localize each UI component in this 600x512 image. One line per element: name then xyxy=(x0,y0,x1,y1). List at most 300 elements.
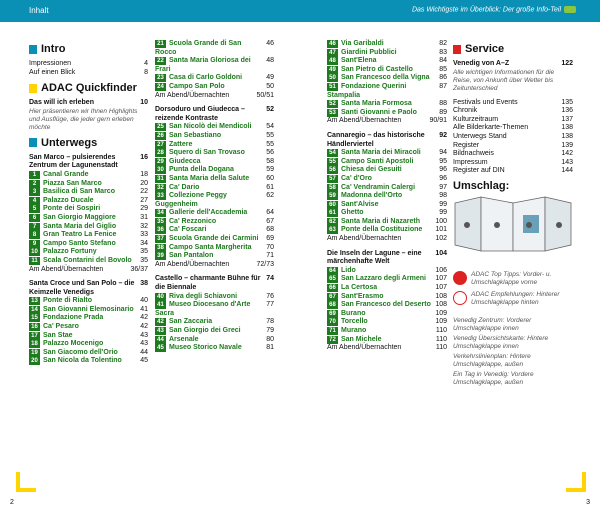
poi-entry[interactable] xyxy=(29,231,148,240)
poi-number: 60 xyxy=(327,201,338,209)
poi-number: 29 xyxy=(155,158,166,166)
poi-number: 58 xyxy=(327,184,338,192)
entry-label: Campo Santo Stefano xyxy=(43,239,116,247)
poi-number: 4 xyxy=(29,197,40,205)
poi-entry[interactable] xyxy=(327,175,447,184)
entry-label: Alle Bilderkarte-Themen xyxy=(453,124,529,132)
quick-note: Hier präsentieren wir Ihnen Highlights und Ausflüge, die jeder gern erleben möchte xyxy=(29,107,138,131)
poi-entry[interactable] xyxy=(155,132,274,141)
entry-page: 109 xyxy=(435,318,447,326)
poi-entry[interactable] xyxy=(155,209,274,218)
entry-page: 108 xyxy=(435,301,447,309)
poi-entry[interactable] xyxy=(29,323,148,332)
poi-entry[interactable] xyxy=(155,74,274,83)
entry-page: 80 xyxy=(266,335,274,343)
poi-entry[interactable] xyxy=(29,314,148,323)
entry-page: 34 xyxy=(140,239,148,247)
poi-number: 42 xyxy=(155,318,166,326)
poi-number: 61 xyxy=(327,209,338,217)
folder-diagram-svg xyxy=(453,195,573,257)
poi-number: 6 xyxy=(29,214,40,222)
entry-label: La Certosa xyxy=(341,284,378,292)
poi-entry[interactable] xyxy=(155,235,274,244)
entry-label: Canal Grande xyxy=(43,170,89,178)
entry-label: Impressum xyxy=(453,158,488,166)
evening-row[interactable]: Am Abend/Übernachten 72/73 xyxy=(155,260,274,268)
entry-page: 44 xyxy=(140,348,148,356)
poi-entry[interactable] xyxy=(155,327,274,336)
square-icon xyxy=(29,84,37,93)
evening-row[interactable]: Am Abend/Übernachten 50/51 xyxy=(155,91,274,99)
entry-label: Giardini Pubblici xyxy=(341,48,397,56)
entry-label: Arsenale xyxy=(169,335,199,343)
poi-entry[interactable] xyxy=(29,340,148,349)
poi-number: 66 xyxy=(327,284,338,292)
entry-label: Sant'Elena xyxy=(341,57,377,65)
poi-number: 45 xyxy=(155,344,166,352)
poi-number: 33 xyxy=(155,192,166,200)
toc-entry[interactable] xyxy=(453,116,573,125)
entry-page: 4 xyxy=(144,60,148,67)
entry-page: 83 xyxy=(439,48,447,56)
entry-page: 96 xyxy=(439,174,447,182)
poi-number: 44 xyxy=(155,336,166,344)
poi-number: 43 xyxy=(155,327,166,335)
entry-label: Chronik xyxy=(453,107,478,115)
entry-page: 109 xyxy=(435,309,447,317)
toc-entry[interactable] xyxy=(453,150,573,159)
toc-entry[interactable] xyxy=(453,124,573,133)
entry-page: 70 xyxy=(266,243,274,251)
poi-number: 16 xyxy=(29,323,40,331)
entry-label: Kulturzeitraum xyxy=(453,115,499,123)
entry-page: 40 xyxy=(140,297,148,305)
poi-number: 48 xyxy=(327,57,338,65)
poi-entry[interactable] xyxy=(327,49,447,58)
entry-label: San Pietro di Castello xyxy=(341,65,413,73)
poi-entry[interactable] xyxy=(327,275,447,284)
poi-entry[interactable] xyxy=(155,344,274,353)
poi-entry[interactable] xyxy=(327,336,447,345)
entry-label: San Francesco del Deserto xyxy=(341,301,431,309)
entry-label: San Pantalon xyxy=(169,252,214,260)
entry-label: Lido xyxy=(341,266,356,274)
section-title: Santa Croce und San Polo – die Keimzelle Venedigs 38 xyxy=(29,280,148,296)
entry-page: 87 xyxy=(439,82,447,90)
poi-number: 53 xyxy=(327,109,338,117)
poi-number: 15 xyxy=(29,314,40,322)
entry-page: 64 xyxy=(266,209,274,217)
entry-label: Campo San Polo xyxy=(169,82,225,90)
entry-page: 33 xyxy=(140,231,148,239)
entry-label: San Lazzaro degli Armeni xyxy=(341,275,426,283)
column-3 xyxy=(327,40,447,353)
entry-label: Scala Contarini del Bovolo xyxy=(43,256,132,264)
poi-number: 18 xyxy=(29,340,40,348)
poi-number: 3 xyxy=(29,188,40,196)
entry-page: 68 xyxy=(266,226,274,234)
poi-entry[interactable] xyxy=(29,180,148,189)
poi-entry[interactable] xyxy=(327,327,447,336)
poi-entry[interactable] xyxy=(155,123,274,132)
entry-page: 27 xyxy=(140,196,148,204)
poi-number: 30 xyxy=(155,166,166,174)
poi-entry[interactable] xyxy=(327,149,447,158)
poi-entry[interactable] xyxy=(155,57,274,74)
poi-number: 22 xyxy=(155,57,166,65)
poi-entry[interactable] xyxy=(155,141,274,150)
entry-page: 69 xyxy=(266,235,274,243)
entry-label: Ca' d'Oro xyxy=(341,174,372,182)
poi-entry[interactable] xyxy=(327,293,447,302)
entry-label: Register auf DIN xyxy=(453,167,505,175)
square-icon xyxy=(29,45,37,54)
poi-number: 41 xyxy=(155,301,166,309)
entry-label: Santa Maria del Giglio xyxy=(43,222,117,230)
entry-page: 43 xyxy=(140,340,148,348)
entry-page: 99 xyxy=(439,200,447,208)
entry-page: 142 xyxy=(561,150,573,158)
poi-number: 19 xyxy=(29,349,40,357)
poi-entry[interactable] xyxy=(327,318,447,327)
poi-entry[interactable] xyxy=(327,83,447,100)
entry-page: 85 xyxy=(439,65,447,73)
entry-page: 137 xyxy=(561,115,573,123)
entry-label: Burano xyxy=(341,309,366,317)
entry-page: 97 xyxy=(439,183,447,191)
poi-entry[interactable] xyxy=(327,66,447,75)
entry-page: 82 xyxy=(439,40,447,47)
poi-number: 1 xyxy=(29,171,40,179)
toc-entry[interactable] xyxy=(453,107,573,116)
entry-page: 94 xyxy=(439,149,447,157)
poi-entry[interactable] xyxy=(29,214,148,223)
poi-entry[interactable] xyxy=(29,357,148,366)
poi-number: 31 xyxy=(155,175,166,183)
poi-entry[interactable] xyxy=(155,184,274,193)
poi-entry[interactable] xyxy=(327,201,447,210)
folder-diagram xyxy=(453,195,573,257)
poi-entry[interactable] xyxy=(155,192,274,209)
poi-number: 35 xyxy=(155,218,166,226)
poi-number: 27 xyxy=(155,141,166,149)
poi-number: 20 xyxy=(29,357,40,365)
poi-entry[interactable] xyxy=(327,184,447,193)
entry-label: Palazzo Ducale xyxy=(43,196,94,204)
entry-label: San Giovanni Elemosinario xyxy=(43,305,134,313)
entry-page: 108 xyxy=(435,292,447,300)
poi-number: 62 xyxy=(327,218,338,226)
poi-entry[interactable] xyxy=(327,166,447,175)
poi-entry[interactable] xyxy=(155,318,274,327)
entry-page: 95 xyxy=(439,157,447,165)
poi-number: 52 xyxy=(327,100,338,108)
square-icon xyxy=(453,45,461,54)
entry-page: 107 xyxy=(435,275,447,283)
entry-label: San Nicola da Tolentino xyxy=(43,357,122,365)
poi-number: 67 xyxy=(327,293,338,301)
poi-entry[interactable] xyxy=(29,171,148,180)
toc-entry[interactable] xyxy=(453,159,573,168)
poi-entry[interactable] xyxy=(327,301,447,310)
poi-number: 8 xyxy=(29,231,40,239)
poi-number: 68 xyxy=(327,301,338,309)
section-title: Castello – charmante Bühne für die Biennale 74 xyxy=(155,275,274,292)
evening-row[interactable]: Am Abend/Übernachten 36/37 xyxy=(29,265,148,273)
entry-label: San Nicolò dei Mendicoli xyxy=(169,123,252,131)
entry-label: Ghetto xyxy=(341,209,364,217)
entry-page: 61 xyxy=(266,183,274,191)
poi-number: 64 xyxy=(327,267,338,275)
legend-entry: ADAC Empfehlungen: Hinterer Umschlagklappe hinten xyxy=(453,291,573,307)
poi-number: 56 xyxy=(327,166,338,174)
entry-page: 77 xyxy=(266,301,274,309)
poi-entry[interactable] xyxy=(327,209,447,218)
entry-page: 46 xyxy=(266,40,274,47)
poi-number: 40 xyxy=(155,293,166,301)
entry-page: 100 xyxy=(435,217,447,225)
poi-number: 11 xyxy=(29,257,40,265)
entry-label: Sant'Erasmo xyxy=(341,292,384,300)
poi-number: 63 xyxy=(327,226,338,234)
header-right: Das Wichtigste im Überblick: Der große Info-Teil xyxy=(412,6,576,13)
evening-row[interactable]: Am Abend/Übernachten 102 xyxy=(327,235,447,243)
poi-entry[interactable] xyxy=(327,40,447,49)
poi-number: 32 xyxy=(155,184,166,192)
entry-label: San Giorgio Maggiore xyxy=(43,213,116,221)
poi-entry[interactable] xyxy=(155,244,274,253)
poi-number: 71 xyxy=(327,327,338,335)
entry-label: Museo Storico Navale xyxy=(169,344,242,352)
entry-page: 89 xyxy=(439,108,447,116)
entry-page: 50 xyxy=(266,82,274,90)
poi-entry[interactable] xyxy=(327,100,447,109)
poi-number: 21 xyxy=(155,40,166,48)
poi-number: 7 xyxy=(29,223,40,231)
entry-page: 86 xyxy=(439,74,447,82)
poi-entry[interactable] xyxy=(155,218,274,227)
header-bar xyxy=(0,0,600,22)
poi-entry[interactable] xyxy=(155,336,274,345)
toc-entry[interactable] xyxy=(453,133,573,142)
poi-entry[interactable] xyxy=(155,252,274,261)
page-number-left: 2 xyxy=(10,499,14,506)
entry-label: San Giorgio dei Greci xyxy=(169,327,241,334)
poi-entry[interactable] xyxy=(155,40,274,57)
poi-entry[interactable] xyxy=(327,226,447,235)
service-note: Alle wichtigen Informationen für die Reise, von Ankunft über Wetter bis Zeitunterschied xyxy=(453,68,555,92)
poi-number: 17 xyxy=(29,332,40,340)
entry-label: Via Garibaldi xyxy=(341,40,384,47)
entry-label: San Zaccaria xyxy=(169,318,213,326)
entry-page: 42 xyxy=(140,314,148,322)
entry-page: 62 xyxy=(266,192,274,200)
poi-number: 39 xyxy=(155,252,166,260)
poi-entry[interactable] xyxy=(327,192,447,201)
poi-entry[interactable] xyxy=(155,175,274,184)
poi-entry[interactable] xyxy=(327,57,447,66)
entry-page: 8 xyxy=(144,68,148,76)
column-2 xyxy=(155,40,274,353)
evening-row[interactable]: Am Abend/Übernachten 110 xyxy=(327,344,447,352)
poi-entry[interactable] xyxy=(155,301,274,318)
entry-page: 144 xyxy=(561,167,573,175)
entry-label: Squero di San Trovaso xyxy=(169,149,245,157)
toc-entry[interactable] xyxy=(453,167,573,176)
entry-page: 79 xyxy=(266,327,274,334)
poi-number: 65 xyxy=(327,275,338,283)
poi-entry[interactable] xyxy=(327,310,447,319)
poi-entry[interactable] xyxy=(155,158,274,167)
entry-page: 84 xyxy=(439,57,447,65)
entry-label: Casa di Carlo Goldoni xyxy=(169,74,243,82)
poi-number: 54 xyxy=(327,149,338,157)
entry-label: San Francesco della Vigna xyxy=(341,74,430,82)
entry-page: 49 xyxy=(266,74,274,82)
entry-label: Ca' Pesaro xyxy=(43,323,79,331)
header-left: Inhalt xyxy=(29,6,49,15)
poi-number: 2 xyxy=(29,180,40,188)
poi-entry[interactable] xyxy=(29,332,148,341)
entry-label: Register xyxy=(453,141,480,149)
quick-sub[interactable]: Das will ich erleben 10 xyxy=(29,99,148,107)
poi-entry[interactable] xyxy=(155,149,274,158)
entry-label: Museo Diocesano d'Arte Sacra xyxy=(155,301,251,317)
entry-label: Ca' Rezzonico xyxy=(169,217,217,225)
section-title: Dorsoduro und Giudecca – reizende Kontraste 52 xyxy=(155,106,274,122)
poi-entry[interactable] xyxy=(155,226,274,235)
section-title: San Marco – pulsierendes Zentrum der Lagunenstadt 16 xyxy=(29,153,148,170)
poi-entry[interactable] xyxy=(29,248,148,257)
map-entry: Verkehrslinienplan: Hintere Umschlagklappe, außen xyxy=(453,352,531,368)
toc-entry[interactable] xyxy=(453,142,573,151)
entry-page: 43 xyxy=(140,331,148,339)
poi-number: 59 xyxy=(327,192,338,200)
entry-label: Chiesa dei Gesuiti xyxy=(341,166,402,174)
poi-entry[interactable] xyxy=(155,83,274,92)
entry-page: 136 xyxy=(561,107,573,115)
poi-entry[interactable] xyxy=(29,349,148,358)
poi-entry[interactable] xyxy=(29,188,148,197)
entry-page: 143 xyxy=(561,158,573,166)
toc-entry[interactable] xyxy=(29,69,148,78)
entry-label: Ca' Vendramin Calergi xyxy=(341,183,416,191)
entry-page: 99 xyxy=(439,209,447,217)
poi-number: 47 xyxy=(327,49,338,57)
entry-page: 56 xyxy=(266,149,274,157)
poi-number: 69 xyxy=(327,310,338,318)
entry-page: 20 xyxy=(140,179,148,187)
toc-entry[interactable] xyxy=(453,99,573,108)
evening-row[interactable]: Am Abend/Übernachten 90/91 xyxy=(327,117,447,125)
poi-entry[interactable] xyxy=(29,306,148,315)
section-title: Cannaregio – das historische Händlerviertel 92 xyxy=(327,131,447,148)
entry-page: 81 xyxy=(266,344,274,352)
entry-label: San Stae xyxy=(43,331,73,339)
entry-page: 35 xyxy=(140,256,148,264)
entry-page: 54 xyxy=(266,123,274,131)
poi-number: 70 xyxy=(327,318,338,326)
service-sub[interactable]: Venedig von A–Z 122 xyxy=(453,60,573,67)
poi-number: 46 xyxy=(327,40,338,48)
entry-page: 41 xyxy=(140,305,148,313)
poi-number: 25 xyxy=(155,123,166,131)
entry-page: 18 xyxy=(140,170,148,178)
entry-page: 135 xyxy=(561,98,573,106)
entry-page: 110 xyxy=(435,327,447,334)
map-entry: Ein Tag in Venedig: Vordere Umschlagklappe, außen xyxy=(453,370,534,386)
entry-page: 88 xyxy=(439,100,447,108)
poi-entry[interactable] xyxy=(155,293,274,302)
poi-number: 9 xyxy=(29,240,40,248)
poi-entry[interactable] xyxy=(327,267,447,276)
poi-entry[interactable] xyxy=(327,158,447,167)
toc-entry[interactable] xyxy=(29,60,148,69)
poi-number: 57 xyxy=(327,175,338,183)
poi-number: 38 xyxy=(155,244,166,252)
entry-page: 138 xyxy=(561,124,573,132)
entry-page: 67 xyxy=(266,217,274,225)
poi-entry[interactable] xyxy=(29,205,148,214)
entry-label: Ponte dei Sospiri xyxy=(43,205,101,213)
entry-label: Murano xyxy=(341,327,367,334)
entry-page: 60 xyxy=(266,174,274,182)
entry-label: Impressionen xyxy=(29,60,72,67)
entry-label: Santa Maria Gloriosa dei Frari xyxy=(155,57,251,73)
entry-label: San Michele xyxy=(341,335,382,343)
entry-label: Ca' Foscari xyxy=(169,226,207,234)
poi-entry[interactable] xyxy=(327,284,447,293)
poi-number: 51 xyxy=(327,83,338,91)
entry-label: Santa Maria della Salute xyxy=(169,174,250,182)
poi-entry[interactable] xyxy=(155,166,274,175)
entry-label: Bildnachweis xyxy=(453,150,494,158)
quickfinder-heading: ADAC Quickfinder xyxy=(29,81,148,95)
entry-page: 35 xyxy=(140,248,148,256)
poi-number: 28 xyxy=(155,149,166,157)
section-title: Die Inseln der Lagune – eine märchenhafte Welt 104 xyxy=(327,249,447,266)
poi-entry[interactable] xyxy=(327,218,447,227)
service-heading: Service xyxy=(453,42,573,56)
entry-label: San Giacomo dell'Orio xyxy=(43,348,118,356)
poi-entry[interactable] xyxy=(29,297,148,306)
entry-label: Fondazione Prada xyxy=(43,314,104,322)
recommendation-icon xyxy=(453,291,467,305)
entry-page: 42 xyxy=(140,323,148,331)
poi-number: 55 xyxy=(327,158,338,166)
poi-entry[interactable] xyxy=(29,257,148,266)
entry-label: Torcello xyxy=(341,318,368,326)
entry-label: San Sebastiano xyxy=(169,131,222,139)
entry-label: Campo Santa Margherita xyxy=(169,243,252,251)
entry-page: 101 xyxy=(435,226,447,234)
poi-entry[interactable] xyxy=(29,240,148,249)
poi-entry[interactable] xyxy=(29,223,148,232)
entry-label: Santa Maria dei Miracoli xyxy=(341,149,421,157)
entry-page: 59 xyxy=(266,166,274,174)
poi-number: 72 xyxy=(327,336,338,344)
square-icon xyxy=(29,138,37,147)
entry-page: 139 xyxy=(561,141,573,149)
entry-page: 29 xyxy=(140,205,148,213)
poi-number: 23 xyxy=(155,74,166,82)
column-1 xyxy=(29,38,148,366)
legend-entry: ADAC Top Tipps: Vorder- u. Umschlagklappe vorne xyxy=(453,271,573,287)
poi-entry[interactable] xyxy=(327,74,447,83)
entry-label: Santa Maria di Nazareth xyxy=(341,217,420,225)
corner-mark-left xyxy=(16,472,36,492)
poi-entry[interactable] xyxy=(29,197,148,206)
